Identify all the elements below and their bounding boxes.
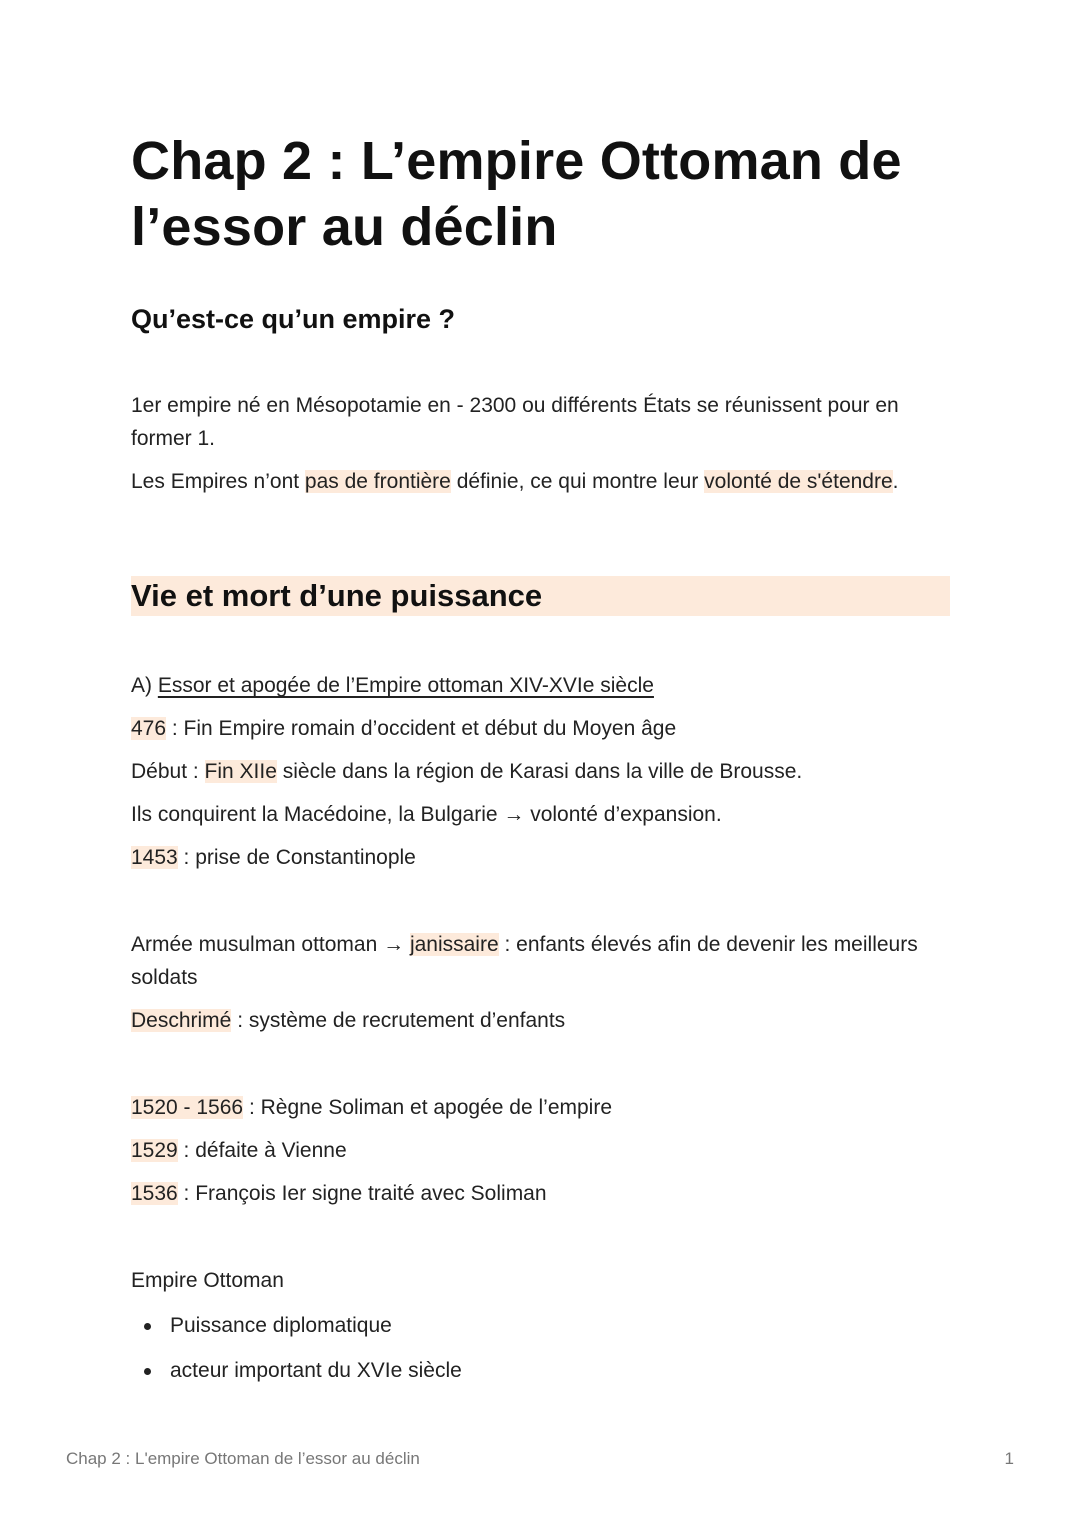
- section-heading: Vie et mort d’une puissance: [131, 578, 543, 613]
- subsection-prefix: A): [131, 674, 158, 697]
- list-item: [131, 1309, 951, 1342]
- army-prefix: Armée musulman ottoman →: [131, 933, 410, 956]
- section-heading-band: [131, 576, 950, 616]
- highlight-date: 1536: [131, 1182, 178, 1205]
- event-text: : prise de Constantinople: [177, 846, 416, 869]
- highlight-date: 476: [131, 717, 167, 740]
- highlight-will-expand: volonté de s'étendre: [704, 470, 893, 493]
- highlight-no-border: pas de frontière: [304, 470, 451, 493]
- event-text: : Fin Empire romain d’occident et début du Moyen âge: [166, 717, 677, 740]
- date-text: : Règne Soliman et apogée de l’empire: [243, 1096, 613, 1119]
- bullet-icon: [144, 1323, 151, 1330]
- list-item: [131, 1354, 951, 1387]
- intro-text: Les Empires n’ont: [131, 470, 305, 493]
- intro-text: définie, ce qui montre leur: [450, 470, 705, 493]
- footer-page-number: 1: [1004, 1449, 1014, 1468]
- intro-block: [131, 389, 951, 498]
- event-prefix: Début :: [131, 760, 205, 783]
- highlight-date: 1453: [131, 846, 178, 869]
- date-line-1520: [131, 1091, 951, 1124]
- empire-bullet-list: [131, 1309, 951, 1387]
- highlight-date: Fin XIIe: [204, 760, 277, 783]
- empire-label: Empire Ottoman: [131, 1269, 284, 1292]
- event-line-1453: [131, 841, 951, 874]
- subtitle-question: Qu’est-ce qu’un empire ?: [131, 304, 456, 334]
- recruit-line: [131, 1004, 951, 1037]
- intro-text: .: [892, 470, 899, 493]
- list-item-text: acteur important du XVIe siècle: [170, 1359, 462, 1382]
- army-paragraph: [131, 928, 951, 994]
- intro-paragraph-1: 1er empire né en Mésopotamie en - 2300 ou différents États se réunissent pour en former 1.: [131, 394, 899, 450]
- subsection-heading: [131, 669, 951, 702]
- army-text: : enfants élevés afin de devenir les meilleurs soldats: [131, 933, 918, 989]
- highlight-deschrime: Deschrimé: [131, 1009, 232, 1032]
- page-content: [131, 128, 951, 1399]
- highlight-date: 1529: [131, 1139, 178, 1162]
- highlight-date: 1520 - 1566: [131, 1096, 244, 1119]
- event-line-conquest: Ils conquirent la Macédoine, la Bulgarie → volonté d’expansion.: [131, 803, 722, 826]
- footer-title: Chap 2 : L'empire Ottoman de l’essor au déclin: [66, 1449, 420, 1468]
- event-text: siècle dans la région de Karasi dans la ville de Brousse.: [276, 760, 803, 783]
- date-line-1536: [131, 1177, 951, 1210]
- highlight-janissaire: janissaire: [409, 933, 499, 956]
- intro-paragraph-2: [131, 465, 951, 498]
- date-line-1529: [131, 1134, 951, 1167]
- subsection-title: Essor et apogée de l’Empire ottoman XIV-XVIe siècle: [157, 674, 654, 697]
- page-title: Chap 2 : L’empire Ottoman de l’essor au déclin: [131, 131, 902, 257]
- recruit-text: : système de recrutement d’enfants: [231, 1009, 566, 1032]
- list-item-text: Puissance diplomatique: [170, 1314, 392, 1337]
- bullet-icon: [144, 1368, 151, 1375]
- event-line-476: [131, 712, 951, 745]
- date-text: : François Ier signe traité avec Soliman: [177, 1182, 547, 1205]
- event-line-debut: [131, 755, 951, 788]
- date-text: : défaite à Vienne: [177, 1139, 347, 1162]
